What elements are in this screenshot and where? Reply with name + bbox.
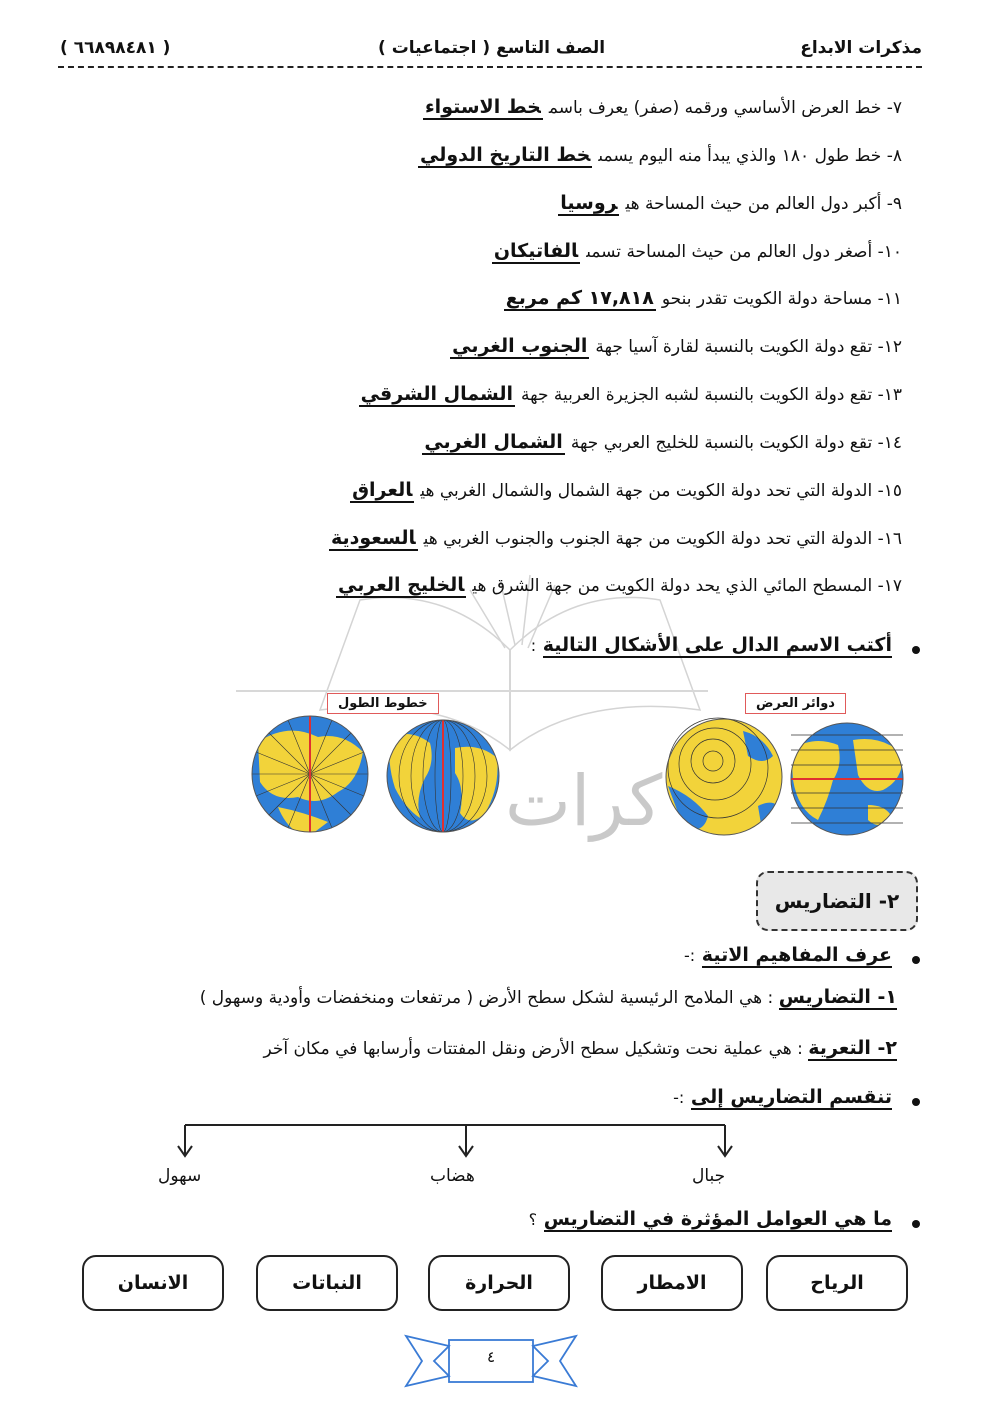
latitude-globe-parallels-icon (788, 720, 906, 838)
factor-humans: الانسان (82, 1255, 224, 1311)
factor-rain: الامطار (601, 1255, 743, 1311)
branch-plateaus: هضاب (430, 1166, 475, 1186)
figure-divider (236, 690, 708, 692)
header-class: الصف التاسع ( اجتماعيات ) (378, 38, 606, 58)
latitude-label: دوائر العرض (745, 693, 846, 714)
shapes-heading: أكتب الاسم الدال على الأشكال التالية : (530, 634, 892, 656)
list-item: ٩- أكبر دول العالم من حيث المساحة هيروسيا (560, 192, 902, 214)
longitude-globe-polar-icon (248, 712, 373, 837)
longitude-globe-side-icon (385, 718, 505, 836)
list-item: ١٠- أصغر دول العالم من حيث المساحة تسمىالفاتيكان (493, 240, 902, 262)
list-item: ١٣- تقع دولة الكويت بالنسبة لشبه الجزيرة العربية جهةالشمال الشرقي (360, 383, 902, 405)
define-heading: عرف المفاهيم الاتية :- (684, 944, 892, 966)
branch-diagram (170, 1118, 740, 1163)
list-item: ٧- خط العرض الأساسي ورقمه (صفر) يعرف باسمخط الاستواء (424, 96, 902, 118)
page-number: ٤ (486, 1348, 496, 1366)
list-item: ١٧- المسطح المائي الذي يحد دولة الكويت من جهة الشرق هيالخليج العربي (338, 574, 902, 596)
list-item: ١٤- تقع دولة الكويت بالنسبة للخليج العربي جهةالشمال الغربي (424, 431, 902, 453)
factor-plants: النباتات (256, 1255, 398, 1311)
list-item: ٨- خط طول ١٨٠ والذي يبدأ منه اليوم يسمىخط التاريخ الدولي (420, 144, 902, 166)
factor-heat: الحرارة (428, 1255, 570, 1311)
list-item: ١٦- الدولة التي تحد دولة الكويت من جهة الجنوب والجنوب الغربي هيالسعودية (330, 527, 902, 549)
watermark-text: كرات (505, 760, 663, 842)
bullet (912, 1098, 920, 1106)
header-title: مذكرات الابداع (800, 38, 922, 58)
bullet (912, 956, 920, 964)
longitude-label: خطوط الطول (327, 693, 439, 714)
list-item: ١٢- تقع دولة الكويت بالنسبة لقارة آسيا جهةالجنوب الغربي (452, 335, 902, 357)
factors-heading: ما هي العوامل المؤثرة في التضاريس ؟ (528, 1208, 892, 1230)
list-item: ١٥- الدولة التي تحد دولة الكويت من جهة الشمال والشمال الغربي هيالعراق (352, 479, 902, 501)
latitude-globe-polar-icon (663, 716, 785, 838)
branch-plains: سهول (158, 1166, 202, 1186)
branch-mountains: جبال (692, 1166, 726, 1186)
list-item: ١١- مساحة دولة الكويت تقدر بنحو١٧,٨١٨ كم مربع (505, 287, 902, 309)
definition-erosion: ٢- التعرية : هي عملية نحت وتشكيل سطح الأرض ونقل المفتتات وأرسابها في مكان آخر (263, 1037, 897, 1059)
bullet (912, 1220, 920, 1228)
header-divider (58, 66, 922, 68)
definition-terrain: ١- التضاريس : هي الملامح الرئيسية لشكل سطح الأرض ( مرتفعات ومنخفضات وأودية وسهول ) (199, 986, 897, 1008)
section-title-box: ٢- التضاريس (756, 871, 918, 931)
header-phone: ( ٦٦٨٩٨٤٨١ ) (60, 38, 171, 58)
factor-wind: الرياح (766, 1255, 908, 1311)
bullet (912, 646, 920, 654)
divide-heading: تنقسم التضاريس إلى :- (673, 1086, 892, 1108)
